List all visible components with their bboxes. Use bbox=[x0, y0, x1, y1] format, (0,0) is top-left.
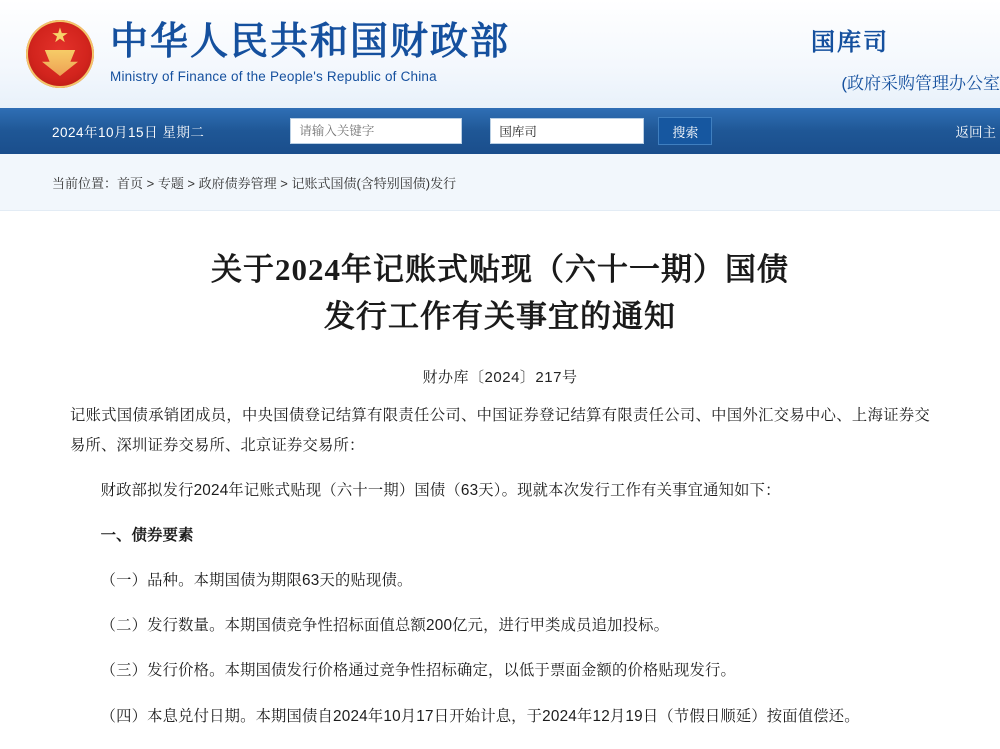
search-input[interactable] bbox=[290, 118, 462, 144]
site-title-block bbox=[110, 23, 510, 84]
national-emblem-icon bbox=[26, 20, 94, 88]
current-date: 2024年10月15日 星期二 bbox=[52, 125, 205, 140]
site-title-en: Ministry of Finance of the People's Republic of China bbox=[110, 69, 437, 85]
document-body bbox=[0, 211, 1000, 731]
paragraph-payment-date: （四）本息兑付日期。本期国债自2024年10月17日开始计息，于2024年12月19日（节假日顺延）按面值偿还。 bbox=[100, 707, 860, 725]
search-area bbox=[290, 117, 712, 145]
back-to-home-link[interactable]: 返回主 bbox=[955, 125, 996, 140]
paragraph-issue-price: （三）发行价格。本期国债发行价格通过竞争性招标确定，以低于票面金额的价格贴现发行。 bbox=[100, 662, 736, 680]
paragraph-issue-amount: （二）发行数量。本期国债竞争性招标面值总额200亿元，进行甲类成员追加投标。 bbox=[100, 617, 670, 635]
section-heading-bond-elements: 一、债券要素 bbox=[100, 527, 194, 545]
site-header bbox=[0, 0, 1000, 108]
document-number: 财办库〔2024〕217号 bbox=[422, 369, 578, 386]
breadcrumb-band bbox=[0, 154, 1000, 211]
paragraph-intro: 财政部拟发行2024年记账式贴现（六十一期）国债（63天）。现就本次发行工作有关事宜通知如下： bbox=[100, 481, 781, 499]
page-title-line1: 关于2024年记账式贴现（六十一期）国债 bbox=[211, 252, 789, 287]
nav-search-bar bbox=[0, 108, 1000, 154]
department-name: 国库司 bbox=[811, 29, 889, 56]
search-button[interactable]: 搜索 bbox=[658, 117, 712, 145]
page-title-line2: 发行工作有关事宜的通知 bbox=[324, 298, 676, 334]
search-scope-input[interactable] bbox=[490, 118, 644, 144]
paragraph-addressees: 记账式国债承销团成员，中央国债登记结算有限责任公司、中国证券登记结算有限责任公司、中国外汇交易中心、上海证券交易所、深圳证券交易所、北京证券交易所： bbox=[70, 407, 930, 454]
site-title-cn: 中华人民共和国财政部 bbox=[110, 21, 511, 64]
page-title bbox=[70, 247, 930, 340]
paragraph-variety: （一）品种。本期国债为期限63天的贴现债。 bbox=[100, 572, 413, 590]
header-department-block bbox=[700, 22, 1000, 94]
department-sub-name: (政府采购管理办公室 bbox=[841, 74, 1000, 93]
breadcrumb[interactable]: 当前位置：首页 > 专题 > 政府债券管理 > 记账式国债(含特别国债)发行 bbox=[52, 175, 457, 191]
